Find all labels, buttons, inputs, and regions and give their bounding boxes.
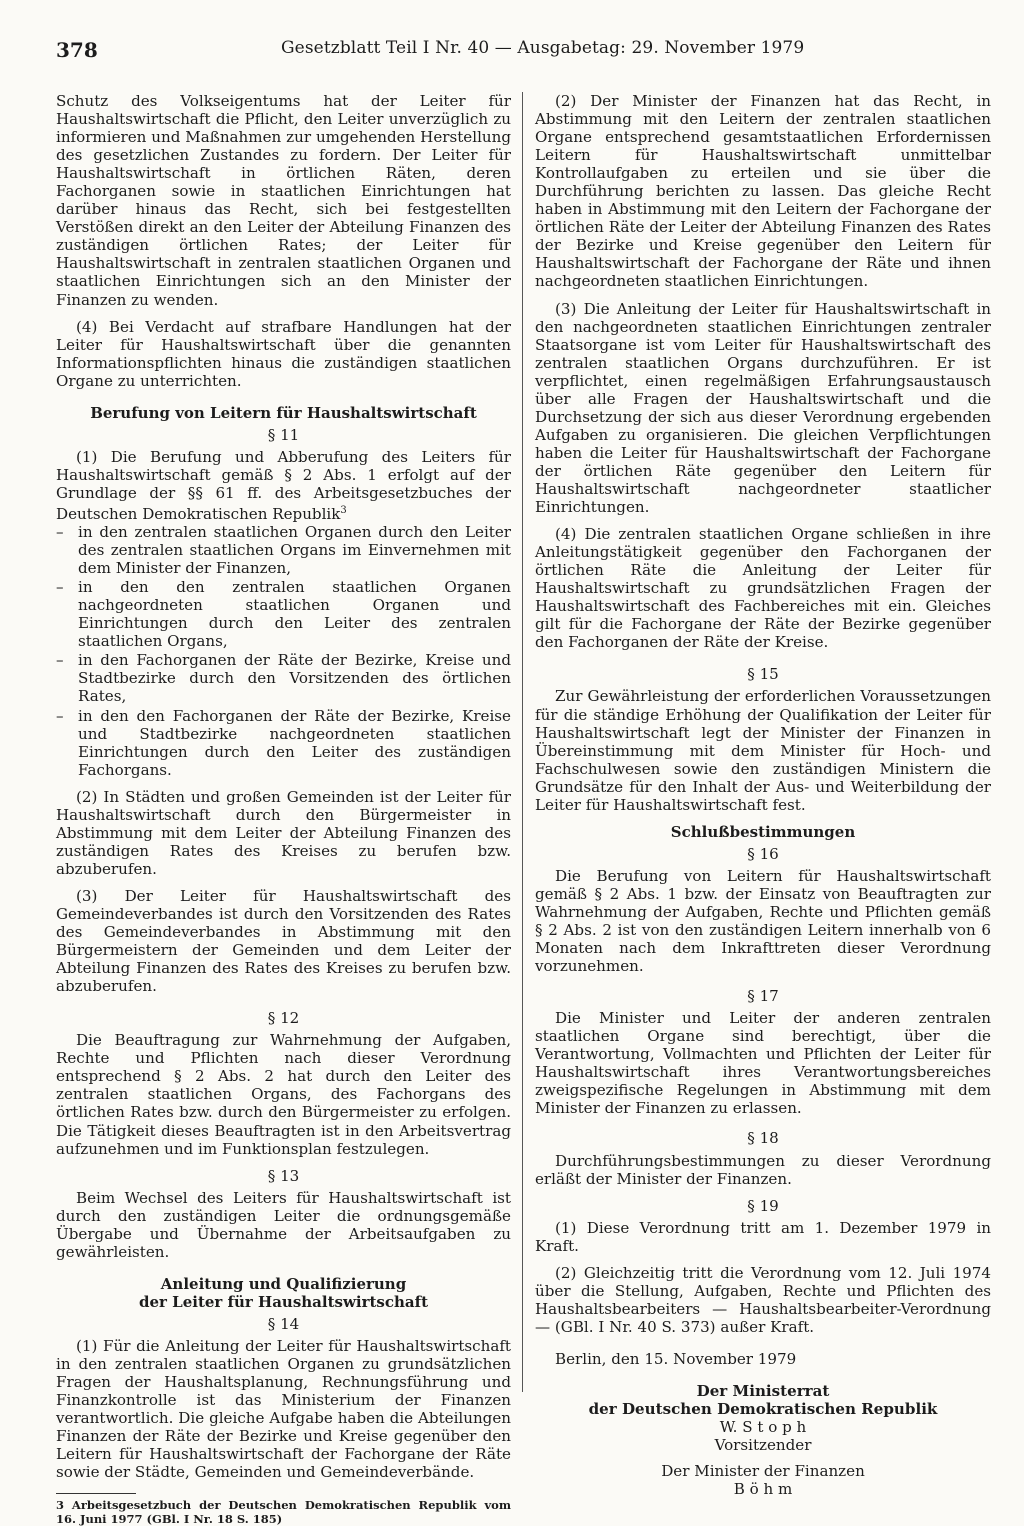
paragraph-14-4: (4) Die zentralen staatlichen Organe schließen in ihre Anleitungstätigkeit gegenüber den Fachorganen der örtlichen Räte die Anleitung der Leiter für Haushaltswirtschaft zu grundsätzlichen Fragen der Haushaltswirtschaft des Fachbereiches mit ein. Gleiches gilt für die Fachorgane der Räte der Bezirke gegenüber den Fachorganen der Räte der Kreise.: [535, 525, 991, 652]
section-11-title: § 11: [267, 425, 300, 444]
paragraph-14-3: (3) Die Anleitung der Leiter für Haushaltswirtschaft in den nachgeordneten staatlichen Einrichtungen zentraler Staatsorgane ist vom Leiter für Haushaltswirtschaft des zentralen staatlichen Organs durchzuführen. Er ist verpflichtet, einen regelmäßigen Erfahrungsaustausch über alle Fragen der Haushaltswirtschaft und die Durchsetzung der sich aus dieser Verordnung ergebenden Aufgaben zu organisieren. Die gleichen Verpflichtungen haben die Leiter für Haushaltswirtschaft der Fachorgane der örtlichen Räte gegenüber den Leitern für Haushaltswirtschaft nachgeordneter staatlicher Einrichtungen.: [535, 299, 991, 517]
section-13-title: § 13: [267, 1166, 300, 1185]
list-item: – in den den zentralen staatlichen Organen nachgeordneten staatlichen Organen und Einrichtungen durch den Leiter des zentralen staatlichen Organs,: [56, 578, 511, 650]
date-line: Berlin, den 15. November 1979: [555, 1349, 797, 1368]
list-item: – in den den Fachorganen der Räte der Bezirke, Kreise und Stadtbezirke nachgeordneten staatlichen Einrichtungen durch den Leiter des zuständigen Fachorgans.: [56, 707, 511, 779]
section-17-title: § 17: [747, 987, 779, 1006]
section-12-title: § 12: [267, 1009, 300, 1028]
paragraph-intro: Schutz des Volkseigentums hat der Leiter für Haushaltswirtschaft die Pflicht, den Leiter unverzüglich zu informieren und Maßnahmen zur umgehenden Herstellung des gesetzlichen Zustandes zu fordern. Der Leiter für Haushaltswirtschaft in örtlichen Räten, deren Fachorganen sowie in staatlichen Einrichtungen hat darüber hinaus das Recht, sich bei festgestellten Verstößen direkt an den Leiter der Abteilung Finanzen des zuständigen örtlichen Rates; der Leiter für Haushaltswirtschaft in zentralen staatlichen Organen und staatlichen Einrichtungen sich an den Minister der Finanzen zu wenden.: [56, 92, 511, 309]
paragraph-14-1: (1) Für die Anleitung der Leiter für Haushaltswirtschaft in den zentralen staatlichen Organen zu grundsätzlichen Fragen der Haushaltsplanung, Rechnungsführung und Finanzkontrolle ist das Ministerium der Finanzen verantwortlich. Die gleiche Aufgabe haben die Abteilungen Finanzen der Räte der Bezirke und Kreise gegenüber den Leitern für Haushaltswirtschaft der Fachorgane der Räte sowie der Städte, Gemeinden und Gemeindeverbände.: [56, 1336, 511, 1482]
paragraph-17: Die Minister und Leiter der anderen zentralen staatlichen Organe sind berechtigt, über die Verantwortung, Vollmachten und Pflichten der Leiter für Haushaltswirtschaft ihres Verantwortungsbereiches zweigspezifische Regelungen in Abstimmung mit dem Minister der Finanzen zu erlassen.: [535, 1009, 991, 1118]
section-15-title: § 15: [747, 665, 779, 684]
page-header: [56, 38, 968, 68]
section-19-title: § 19: [747, 1196, 779, 1215]
section-18-title: § 18: [747, 1129, 779, 1148]
paragraph-19-1: (1) Diese Verordnung tritt am 1. Dezember 1979 in Kraft.: [535, 1218, 991, 1255]
footnote-marker: 3: [340, 504, 347, 516]
paragraph-12: Die Beauftragung zur Wahrnehmung der Aufgaben, Rechte und Pflichten nach dieser Verordnung entsprechend § 2 Abs. 2 hat durch den Leiter des zentralen staatlichen Organs, des Fachorgans des örtlichen Rates bzw. durch den Bürgermeister zu erfolgen. Die Tätigkeit dieses Beauftragten ist in den Arbeitsvertrag aufzunehmen und im Funktionsplan festzulegen.: [56, 1031, 511, 1158]
heading-berufung: Berufung von Leitern für Haushaltswirtschaft: [90, 403, 477, 422]
signatory-organization-line2: der Deutschen Demokratischen Republik: [588, 1400, 938, 1419]
paragraph-14-2: (2) Der Minister der Finanzen hat das Recht, in Abstimmung mit den Leitern der zentralen staatlichen Organe entsprechend gesamtstaatlichen Erfordernissen Leitern für Haushaltswirtschaft unmittelbar Kontrollaufgaben zu erteilen und sie über die Durchführung berichten zu lassen. Das gleiche Recht haben in Abstimmung mit den Leitern der Fachorgane der örtlichen Räte der Leiter der Abteilung Finanzen des Rates der Bezirke und Kreise gegenüber den Leitern für Haushaltswirtschaft der Fachorgane der Räte und ihnen nachgeordneten staatlichen Einrichtungen.: [535, 92, 991, 291]
column-divider: [522, 92, 523, 1392]
paragraph-16: Die Berufung von Leitern für Haushaltswirtschaft gemäß § 2 Abs. 1 bzw. der Einsatz von Beauftragten zur Wahrnehmung der Aufgaben, Rechte und Pflichten gemäß § 2 Abs. 2 ist von den zuständigen Leitern innerhalb von 6 Monaten nach dem Inkrafttreten dieser Verordnung vorzunehmen.: [535, 866, 991, 976]
section-14-title: § 14: [267, 1314, 300, 1333]
section-16-title: § 16: [747, 844, 779, 863]
left-column: [56, 92, 511, 1526]
paragraph-10-4: (4) Bei Verdacht auf strafbare Handlungen hat der Leiter für Haushaltswirtschaft über die genannten Informationspflichten hinaus die zuständigen staatlichen Organe zu unterrichten.: [56, 317, 511, 390]
signature-block: [535, 1382, 991, 1498]
list-item: – in den zentralen staatlichen Organen durch den Leiter des zentralen staatlichen Organs im Einvernehmen mit dem Minister der Finanzen,: [56, 523, 511, 577]
heading-anleitung-line1: Anleitung und Qualifizierung: [160, 1274, 407, 1293]
gazette-title: Gesetzblatt Teil I Nr. 40 — Ausgabetag: 29. November 1979: [281, 38, 805, 58]
signatory-name-1: W. S t o p h: [719, 1418, 807, 1437]
heading-anleitung-line2: der Leiter für Haushaltswirtschaft: [139, 1292, 428, 1311]
paragraph-15: Zur Gewährleistung der erforderlichen Voraussetzungen für die ständige Erhöhung der Qualifikation der Leiter für Haushaltswirtschaft legt der Minister der Finanzen in Übereinstimmung mit dem Minister für Hoch- und Fachschulwesen sowie den zuständigen Ministern die Grundsätze für den Inhalt der Aus- und Weiterbildung der Leiter für Haushaltswirtschaft fest.: [535, 687, 991, 814]
signatory-role-1: Vorsitzender: [714, 1436, 812, 1455]
list-item: – in den Fachorganen der Räte der Bezirke, Kreise und Stadtbezirke durch den Vorsitzenden des örtlichen Rates,: [56, 651, 511, 705]
signatory-role-2: Der Minister der Finanzen: [661, 1462, 865, 1481]
paragraph-11-2: (2) In Städten und großen Gemeinden ist der Leiter für Haushaltswirtschaft durch den Bürgermeister in Abstimmung mit dem Leiter der Abteilung Finanzen des zuständigen Rates des Kreises zu berufen bzw. abzuberufen.: [56, 787, 511, 878]
heading-schlussbestimmungen: Schlußbestimmungen: [670, 822, 856, 841]
signatory-organization-line1: Der Ministerrat: [696, 1382, 830, 1400]
signatory-name-2: B ö h m: [733, 1480, 793, 1499]
footnote: 3 Arbeitsgesetzbuch der Deutschen Demokratischen Republik vom 16. Juni 1977 (GBl. I Nr. 18 S. 185): [56, 1498, 511, 1526]
paragraph-19-2: (2) Gleichzeitig tritt die Verordnung vom 12. Juli 1974 über die Stellung, Aufgaben, Rechte und Pflichten des Haushaltsbearbeiters — Haushaltsbearbeiter-Verordnung — (GBl. I Nr. 40 S. 373) außer Kraft.: [535, 1263, 991, 1336]
page-number: 378: [56, 38, 98, 62]
paragraph-11-1: [56, 448, 511, 523]
paragraph-18: Durchführungsbestimmungen zu dieser Verordnung erläßt der Minister der Finanzen.: [535, 1151, 991, 1188]
paragraph-11-3: (3) Der Leiter für Haushaltswirtschaft des Gemeindeverbandes ist durch den Vorsitzenden des Rates des Gemeindeverbandes in Abstimmung mit den Bürgermeistern der Gemeinden und dem Leiter der Abteilung Finanzen des Rates des Kreises zu berufen bzw. abzuberufen.: [56, 886, 511, 996]
paragraph-11-1-text: (1) Die Berufung und Abberufung des Leiters für Haushaltswirtschaft gemäß § 2 Abs. 1 erfolgt auf der Grundlage der §§ 61 ff. des Arbeitsgesetzbuches der Deutschen Demokratischen Republik: [56, 447, 511, 524]
paragraph-13: Beim Wechsel des Leiters für Haushaltswirtschaft ist durch den zuständigen Leiter die ordnungsgemäße Übergabe und Übernahme der Arbeitsaufgaben zu gewährleisten.: [56, 1188, 511, 1261]
right-column: [535, 92, 991, 1498]
footnote-rule: [56, 1493, 136, 1494]
appointment-list: [56, 523, 511, 779]
